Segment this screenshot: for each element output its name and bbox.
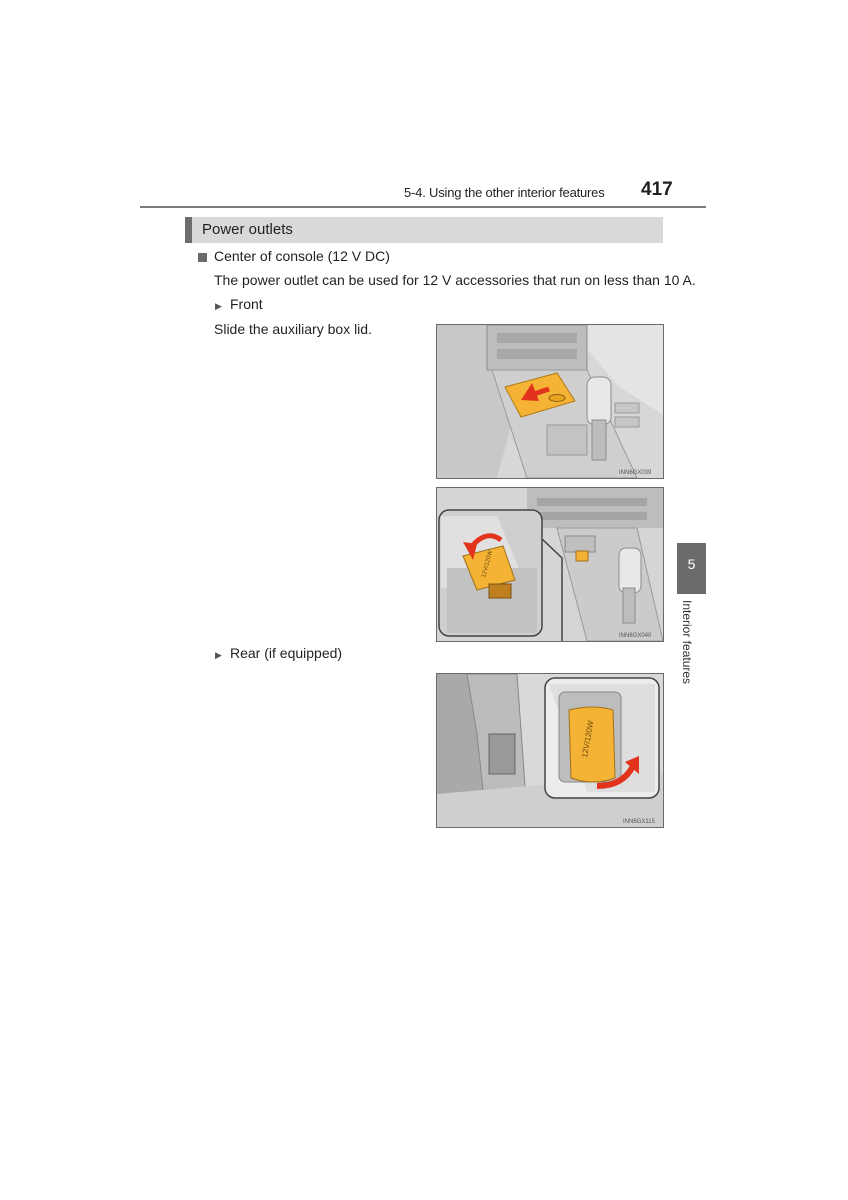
header-rule <box>140 206 706 208</box>
running-header-section: 5-4. Using the other interior features <box>404 185 605 200</box>
figure-code: INN6GX039 <box>619 470 652 476</box>
figure-code: INN6GX040 <box>619 633 652 639</box>
figure-rear-outlet <box>436 673 664 828</box>
figure-slide-lid <box>436 324 664 479</box>
section-title: Power outlets <box>202 221 293 238</box>
front-label: Front <box>230 296 263 312</box>
front-instruction: Slide the auxiliary box lid. <box>214 321 372 337</box>
chapter-tab <box>677 543 706 594</box>
section-title-bar <box>185 217 663 243</box>
subsection-heading: Center of console (12 V DC) <box>214 248 390 264</box>
cap-label-large: 12V/120W <box>580 719 596 759</box>
chapter-label: Interior features <box>680 600 694 685</box>
cap-label: 12V/120W <box>481 549 495 579</box>
page-number: 417 <box>641 179 673 200</box>
chapter-number: 5 <box>687 556 696 572</box>
triangle-bullet-icon: ▶ <box>215 301 222 311</box>
triangle-bullet-icon: ▶ <box>215 650 222 660</box>
figure-lift-cap <box>436 487 664 642</box>
figure-code: INN6GX115 <box>623 819 655 825</box>
rear-label: Rear (if equipped) <box>230 645 343 661</box>
intro-paragraph: The power outlet can be used for 12 V accessories that run on less than 10 A. <box>214 272 696 288</box>
square-bullet-icon <box>198 253 207 262</box>
